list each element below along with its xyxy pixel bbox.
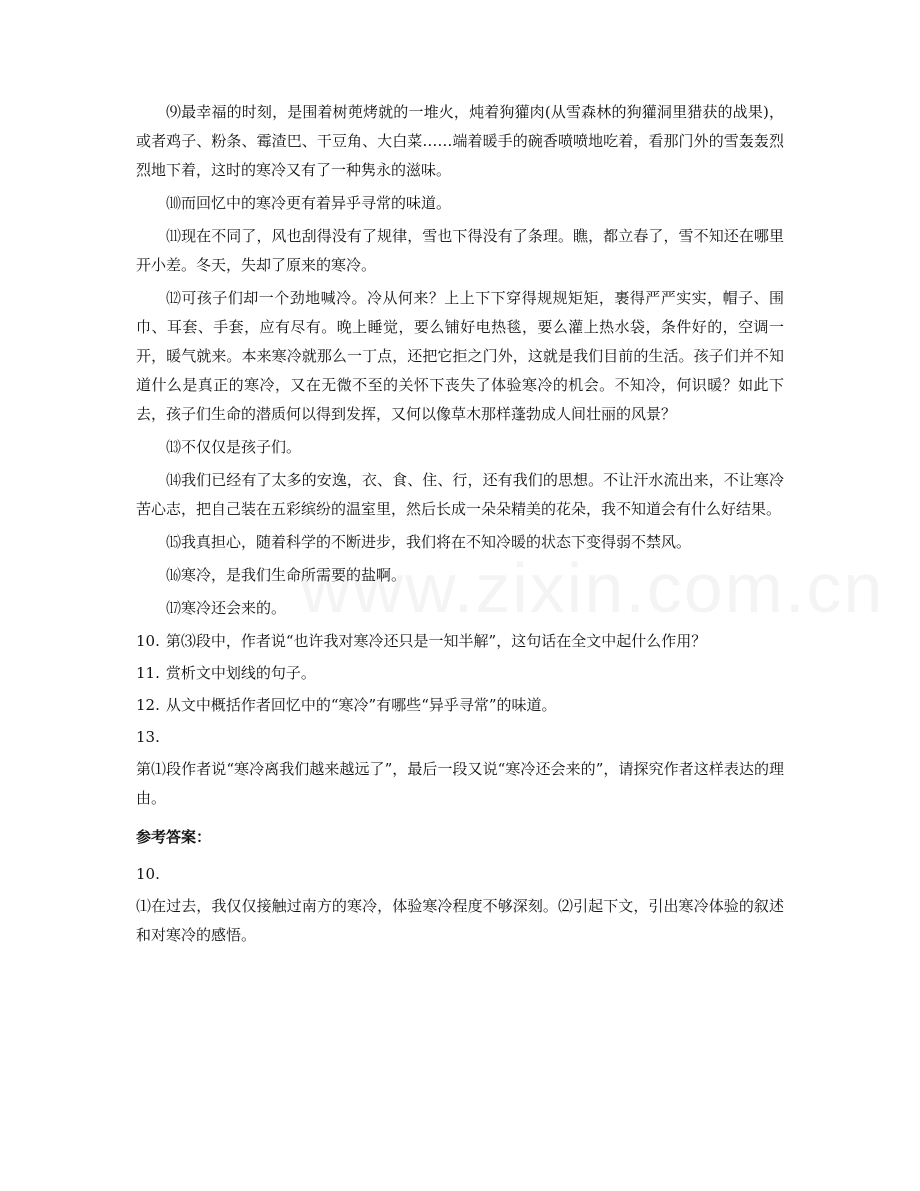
paragraph-15: ⒂我真担心，随着科学的不断进步，我们将在不知冷暖的状态下变得弱不禁风。 (166, 533, 692, 551)
question-text: 从文中概括作者回忆中的“寒冷”有哪些“异乎寻常”的味道。 (165, 696, 557, 714)
question-number: 12. (136, 696, 160, 714)
question-11 (136, 659, 784, 688)
document-page (136, 98, 784, 954)
question-13 (136, 723, 784, 752)
answer-text: ⑴在过去，我仅仅接触过南方的寒冷，体验寒冷程度不够深刻。⑵引起下文，引出寒冷体验的叙述和对寒冷的感悟。 (136, 897, 784, 944)
paragraph-9: ⑼最幸福的时刻，是围着树蔸烤就的一堆火，炖着狗獾肉(从雪森林的狗獾洞里猎获的战果)，或者鸡子、粉条、霉渣巴、干豆角、大白菜……端着暖手的碗香喷喷地吃着，看那门外的雪轰轰烈烈地下着，这时的寒冷又有了一种隽永的滋味。 (136, 103, 784, 179)
paragraph-14: ⒁我们已经有了太多的安逸，衣、食、住、行，还有我们的思想。不让汗水流出来，不让寒冷苦心志，把自己装在五彩缤纷的温室里，然后长成一朵朵精美的花朵，我不知道会有什么好结果。 (136, 471, 784, 518)
question-number: 13. (136, 728, 160, 746)
question-number: 11. (136, 664, 160, 682)
question-12 (136, 691, 784, 720)
paragraph-17: ⒄寒冷还会来的。 (166, 599, 287, 617)
paragraph-16: ⒃寒冷，是我们生命所需要的盐啊。 (166, 566, 407, 584)
answer-heading: 参考答案： (136, 828, 212, 846)
question-10 (136, 627, 784, 656)
answer-number: 10. (136, 865, 160, 883)
question-number: 10. (136, 632, 160, 650)
paragraph-12: ⑿可孩子们却一个劲地喊冷。冷从何来？上上下下穿得规规矩矩，裹得严严实实，帽子、围巾、耳套、手套，应有尽有。晚上睡觉，要么铺好电热毯，要么灌上热水袋，条件好的，空调一开，暖气就来。本来寒冷就那么一丁点，还把它拒之门外，这就是我们目前的生活。孩子们并不知道什么是真正的寒冷，又在无微不至的关怀下丧失了体验寒冷的机会。不知冷，何识暖？如此下去，孩子们生命的潜质何以得到发挥，又何以像草木那样蓬勃成人间壮丽的风景？ (136, 289, 784, 423)
question-text: 赏析文中划线的句子。 (165, 664, 316, 682)
question-text: 第⑶段中，作者说“也许我对寒冷还只是一知半解”，这句话在全文中起什么作用？ (165, 632, 707, 650)
paragraph-13: ⒀不仅仅是孩子们。 (166, 438, 302, 456)
question-13-body: 第⑴段作者说“寒冷离我们越来越远了”，最后一段又说“寒冷还会来的”，请探究作者这样表达的理由。 (136, 760, 784, 807)
paragraph-11: ⑾现在不同了，风也刮得没有了规律，雪也下得没有了条理。瞧，都立春了，雪不知还在哪里开小差。冬天，失却了原来的寒冷。 (136, 227, 784, 274)
paragraph-10: ⑽而回忆中的寒冷更有着异乎寻常的味道。 (166, 194, 452, 212)
